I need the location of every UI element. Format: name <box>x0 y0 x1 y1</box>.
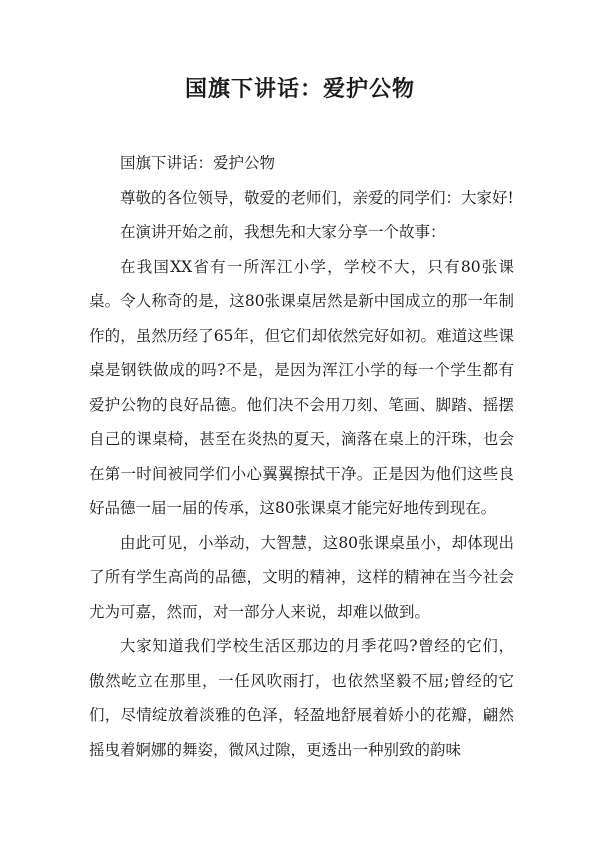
paragraph-story: 在我国XX省有一所浑江小学，学校不大，只有80张课桌。令人称奇的是，这80张课桌居然是新中国成立的那一年制作的，虽然历经了65年，但它们却依然完好如初。难道这些课桌是钢铁做成的吗?不是，是因为浑江小学的每一个学生都有爱护公物的良好品德。他们决不会用刀刻、笔画、脚踏、摇摆自己的课桌椅，甚至在炎热的夏天，滴落在桌上的汗珠，也会在第一时间被同学们小心翼翼擦拭干净。正是因为他们这些良好品德一届一届的传承，这80张课桌才能完好地传到现在。 <box>89 257 514 517</box>
paragraph-roses: 大家知道我们学校生活区那边的月季花吗?曾经的它们，傲然屹立在那里，一任风吹雨打，也依然坚毅不屈;曾经的它们，尽情绽放着淡雅的色泽，轻盈地舒展着娇小的花瓣，翩然摇曳着婀娜的舞姿，微风过隙，更透出一种别致的韵味 <box>89 637 514 759</box>
document-body <box>89 146 514 767</box>
paragraph-greeting: 尊敬的各位领导，敬爱的老师们，亲爱的同学们：大家好! <box>120 188 514 207</box>
document-title: 国旗下讲话：爱护公物 <box>184 76 415 102</box>
paragraph-subtitle: 国旗下讲话：爱护公物 <box>120 154 276 172</box>
paragraph-reflection: 由此可见，小举动，大智慧，这80张课桌虽小，却体现出了所有学生高尚的品德，文明的精神，这样的精神在当今社会尤为可嘉，然而，对一部分人来说，却难以做到。 <box>89 533 514 621</box>
paragraph-intro: 在演讲开始之前，我想先和大家分享一个故事： <box>120 223 446 241</box>
